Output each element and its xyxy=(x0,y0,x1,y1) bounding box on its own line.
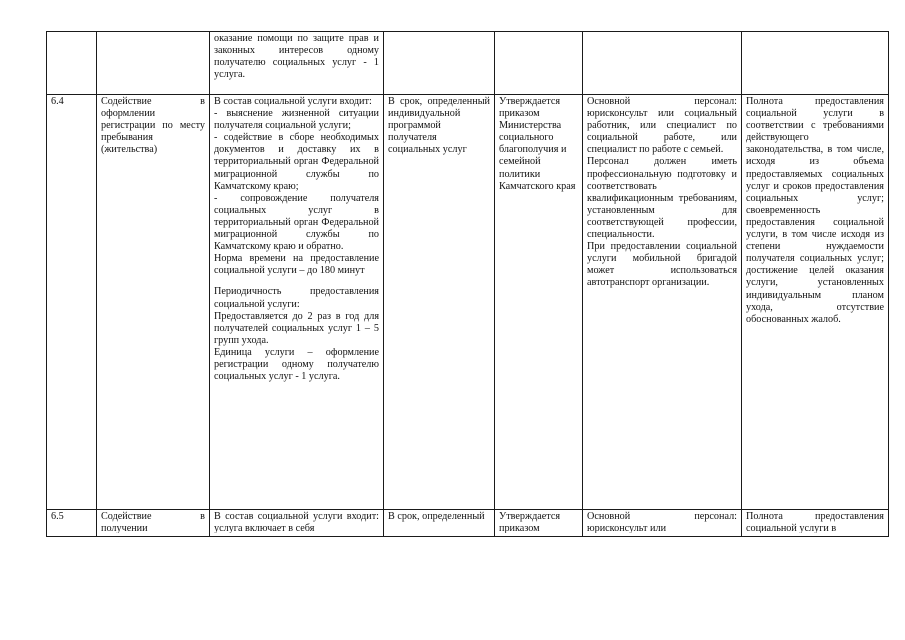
content-paragraph: В состав социальной услуги входит: xyxy=(214,96,372,107)
staff-paragraph: При предоставлении социальной услуги мобильной бригадой может использоваться автотранспорт организации. xyxy=(587,241,737,289)
cell-quality xyxy=(742,32,889,95)
cell-service-name xyxy=(97,32,210,95)
table-row xyxy=(47,32,889,95)
cell-staff xyxy=(583,510,742,537)
content-paragraph: Единица услуги – оформление регистрации одному получателю социальных услуг - 1 услуга. xyxy=(214,346,379,383)
cell-text: 6.5 xyxy=(51,511,64,522)
content-paragraph: оказание помощи по защите прав и законных интересов одному получателю социальных услуг - 1 услуга. xyxy=(214,33,379,81)
staff-paragraph: Основной персонал: юрисконсульт или социальный работник, или специалист по социальной работе, или специалист по работе с семьей. xyxy=(587,96,737,156)
cell-text: В состав социальной услуги входит: услуга включает в себя xyxy=(214,511,379,533)
cell-text: Утверждается приказом xyxy=(499,511,561,533)
cell-text: Основной персонал: юрисконсульт или xyxy=(587,511,737,533)
cell-approval: Утверждается приказом Министерства социального благополучия и семейной политики Камчатского края xyxy=(495,95,583,510)
content-paragraph: - содействие в сборе необходимых документов и доставку их в территориальный орган Федеральной миграционной службы по Камчатскому краю; xyxy=(214,132,379,192)
cell-term xyxy=(384,510,495,537)
cell-service-content xyxy=(210,32,384,95)
cell-service-name xyxy=(97,510,210,537)
cell-number xyxy=(47,32,97,95)
cell-approval xyxy=(495,510,583,537)
staff-paragraph: Персонал должен иметь профессиональную подготовку и соответствовать квалификационным требованиям, установленным для соответствующей профессии, специальности. xyxy=(587,156,737,241)
table-row xyxy=(47,95,889,510)
table-row xyxy=(47,510,889,537)
cell-service-content xyxy=(210,95,384,510)
cell-number xyxy=(47,510,97,537)
cell-approval xyxy=(495,32,583,95)
cell-staff xyxy=(583,95,742,510)
content-paragraph: Норма времени на предоставление социальной услуги – до 180 минут xyxy=(214,253,379,277)
content-paragraph: Периодичность предоставления социальной услуги: xyxy=(214,286,379,310)
paragraph-gap xyxy=(214,277,379,286)
cell-number: 6.4 xyxy=(47,95,97,510)
cell-text: Содействие в получении xyxy=(101,511,205,533)
content-paragraph: Предоставляется до 2 раз в год для получателей социальных услуг 1 – 5 групп ухода. xyxy=(214,310,379,346)
content-paragraph: - сопровождение получателя социальных услуг в территориальный орган Федеральной миграционной службы по Камчатскому краю и обратно. xyxy=(214,192,379,253)
cell-term: В срок, определенный индивидуальной программой получателя социальных услуг xyxy=(384,95,495,510)
cell-term xyxy=(384,32,495,95)
cell-service-content xyxy=(210,510,384,537)
cell-text: Полнота предоставления социальной услуги в xyxy=(746,511,884,533)
services-table xyxy=(46,31,889,537)
cell-quality xyxy=(742,510,889,537)
cell-service-name: Содействие в оформлении регистрации по месту пребывания (жительства) xyxy=(97,95,210,510)
content-paragraph: - выяснение жизненной ситуации получателя социальной услуги; xyxy=(214,108,379,132)
cell-quality: Полнота предоставления социальной услуги в соответствии с требованиями действующего законодательства, в том числе, исходя из объема предоставляемых социальных услуг и сроков предоставления социальных услуг; своевременность предоставления социальной услуги, в том числе исходя из степени нуждаемости получателя социальных услуг; достижение целей оказания услуги, установленных индивидуальным планом ухода, отсутствие обоснованных жалоб. xyxy=(742,95,889,510)
cell-text: В срок, определенный xyxy=(388,511,485,522)
cell-staff xyxy=(583,32,742,95)
